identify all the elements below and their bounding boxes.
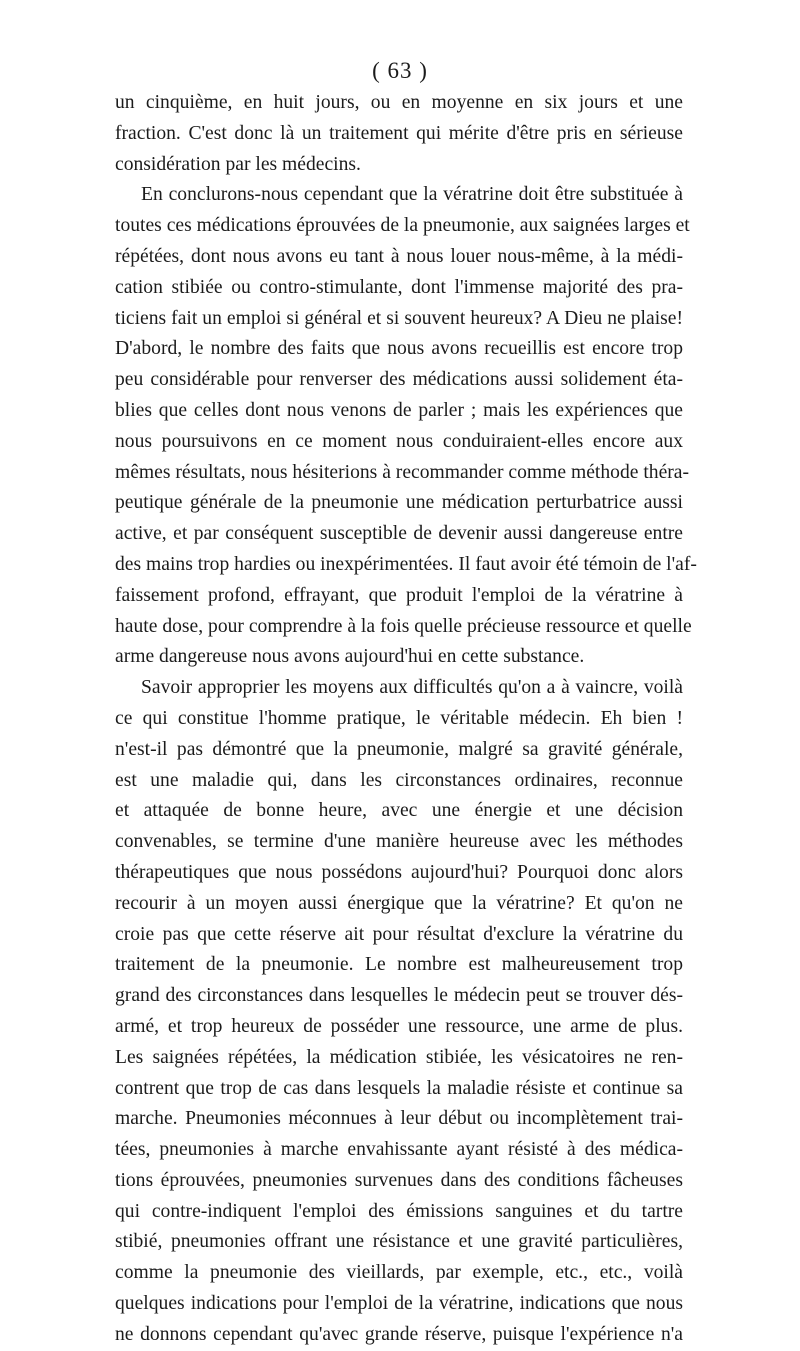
text-line: fraction. C'est donc là un traitement qui mérite d'être pris en sérieuse bbox=[115, 122, 683, 144]
text-line: armé, et trop heureux de posséder une ressource, une arme de plus. bbox=[115, 1015, 683, 1037]
paragraph bbox=[115, 180, 697, 673]
page-number: ( 63 ) bbox=[372, 58, 428, 83]
text-line: ne donnons cependant qu'avec grande réserve, puisque l'expérience n'a bbox=[115, 1323, 683, 1345]
text-line: mêmes résultats, nous hésiterions à recommander comme méthode théra- bbox=[115, 461, 690, 483]
text-line: considération par les médecins. bbox=[115, 153, 361, 175]
text-line: un cinquième, en huit jours, ou en moyenne en six jours et une bbox=[115, 92, 683, 113]
text-line: nous poursuivons en ce moment nous conduiraient-elles encore aux bbox=[115, 430, 683, 452]
text-line: croie pas que cette réserve ait pour résultat d'exclure la vératrine du bbox=[115, 923, 683, 945]
text-line: active, et par conséquent susceptible de devenir aussi dangereuse entre bbox=[115, 523, 683, 545]
text-line: thérapeutiques que nous possédons aujourd'hui? Pourquoi donc alors bbox=[115, 861, 683, 883]
text-line: tées, pneumonies à marche envahissante ayant résisté à des médica- bbox=[115, 1139, 683, 1161]
text-line: En conclurons-nous cependant que la vératrine doit être substituée à bbox=[141, 184, 683, 206]
text-line: toutes ces médications éprouvées de la pneumonie, aux saignées larges et bbox=[115, 215, 690, 237]
paragraph bbox=[115, 673, 683, 1351]
text-line: stibié, pneumonies offrant une résistance et une gravité particulières, bbox=[115, 1231, 683, 1253]
text-line: tions éprouvées, pneumonies survenues dans des conditions fâcheuses bbox=[115, 1169, 683, 1191]
text-line: cation stibiée ou contro-stimulante, dont l'immense majorité des pra- bbox=[115, 276, 683, 298]
text-line: et attaquée de bonne heure, avec une énergie et une décision bbox=[115, 800, 683, 822]
text-line: ticiens fait un emploi si général et si souvent heureux? A Dieu ne plaise! bbox=[115, 307, 683, 329]
text-line: ce qui constitue l'homme pratique, le véritable médecin. Eh bien ! bbox=[115, 707, 683, 729]
text-line: est une maladie qui, dans les circonstances ordinaires, reconnue bbox=[115, 769, 683, 791]
text-line: peutique générale de la pneumonie une médication perturbatrice aussi bbox=[115, 492, 683, 514]
text-line: peu considérable pour renverser des médications aussi solidement éta- bbox=[115, 369, 683, 391]
text-line: comme la pneumonie des vieillards, par exemple, etc., etc., voilà bbox=[115, 1262, 683, 1284]
text-line: recourir à un moyen aussi énergique que la vératrine? Et qu'on ne bbox=[115, 892, 683, 914]
text-line: grand des circonstances dans lesquelles le médecin peut se trouver dés- bbox=[115, 985, 683, 1007]
text-line: blies que celles dont nous venons de parler ; mais les expériences que bbox=[115, 399, 683, 421]
paragraph bbox=[115, 88, 683, 180]
text-line: Savoir approprier les moyens aux difficultés qu'on a à vaincre, voilà bbox=[141, 677, 683, 699]
text-line: traitement de la pneumonie. Le nombre est malheureusement trop bbox=[115, 954, 683, 976]
text-line: répétées, dont nous avons eu tant à nous louer nous-même, à la médi- bbox=[115, 245, 683, 267]
text-line: n'est-il pas démontré que la pneumonie, malgré sa gravité générale, bbox=[115, 738, 683, 760]
text-line: des mains trop hardies ou inexpérimentées. Il faut avoir été témoin de l'af- bbox=[115, 553, 697, 575]
text-line: marche. Pneumonies méconnues à leur début ou incomplètement trai- bbox=[115, 1108, 683, 1130]
text-line: Les saignées répétées, la médication stibiée, les vésicatoires ne ren- bbox=[115, 1046, 683, 1068]
text-line: haute dose, pour comprendre à la fois quelle précieuse ressource et quelle bbox=[115, 615, 692, 637]
text-line: D'abord, le nombre des faits que nous avons recueillis est encore trop bbox=[115, 338, 683, 360]
text-line: arme dangereuse nous avons aujourd'hui en cette substance. bbox=[115, 646, 585, 668]
text-line: faissement profond, effrayant, que produit l'emploi de la vératrine à bbox=[115, 584, 683, 606]
text-line: qui contre-indiquent l'emploi des émissions sanguines et du tartre bbox=[115, 1200, 683, 1222]
text-line: quelques indications pour l'emploi de la vératrine, indications que nous bbox=[115, 1293, 683, 1315]
text-line: convenables, se termine d'une manière heureuse avec les méthodes bbox=[115, 831, 683, 853]
text-line: contrent que trop de cas dans lesquels la maladie résiste et continue sa bbox=[115, 1077, 683, 1099]
body-text bbox=[115, 88, 697, 1351]
